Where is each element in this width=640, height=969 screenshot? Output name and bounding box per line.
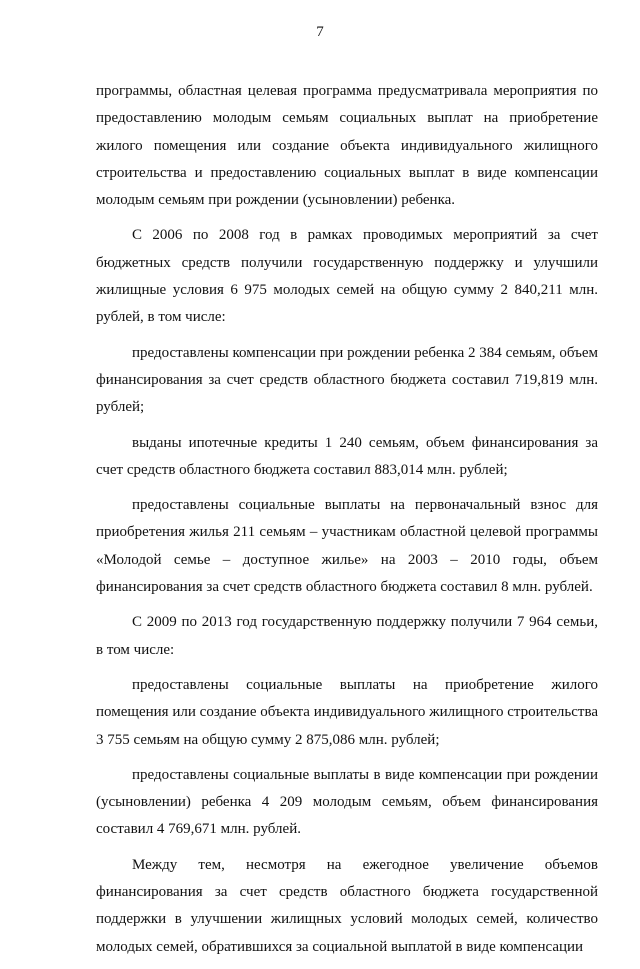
document-body xyxy=(96,78,598,969)
paragraph-2009-2013-support: С 2009 по 2013 год государственную поддержку получили 7 964 семьи, в том числе: xyxy=(96,614,598,658)
paragraph-however: Между тем, несмотря на ежегодное увеличение объемов финансирования за счет средств областного бюджета государственной поддержки в улучшении жилищных условий молодых семей, количество молодых семей, обратившихся за социальной выплатой в виде компенсации xyxy=(96,856,598,955)
paragraph-adoption-compensation: предоставлены социальные выплаты в виде компенсации при рождении (усыновлении) ребенка 4 209 молодым семьям, объем финансирования составил 4 769,671 млн. рублей. xyxy=(96,766,598,838)
page-number: 7 xyxy=(316,24,324,40)
paragraph-program-continuation: программы, областная целевая программа предусматривала мероприятия по предоставлению молодым семьям социальных выплат на приобретение жилого помещения или создание объекта индивидуального жилищного строительства и предоставлению социальных выплат в виде компенсации молодым семьям при рождении (усыновлении) ребенка. xyxy=(96,83,598,209)
paragraph-mortgage-loans: выданы ипотечные кредиты 1 240 семьям, объем финансирования за счет средств областного бюджета составил 883,014 млн. рублей; xyxy=(96,434,598,478)
paragraph-housing-payments: предоставлены социальные выплаты на приобретение жилого помещения или создание объекта индивидуального жилищного строительства 3 755 семьям на общую сумму 2 875,086 млн. рублей; xyxy=(96,676,598,748)
paragraph-birth-compensation: предоставлены компенсации при рождении ребенка 2 384 семьям, объем финансирования за счет средств областного бюджета составил 719,819 млн. рублей; xyxy=(96,344,598,416)
paragraph-down-payment: предоставлены социальные выплаты на первоначальный взнос для приобретения жилья 211 семьям – участникам областной целевой программы «Молодой семье – доступное жилье» на 2003 – 2010 годы, объем финансирования за счет средств областного бюджета составил 8 млн. рублей. xyxy=(96,497,598,596)
paragraph-2006-2008-support: С 2006 по 2008 год в рамках проводимых мероприятий за счет бюджетных средств получили государственную поддержку и улучшили жилищные условия 6 975 молодых семей на общую сумму 2 840,211 млн. рублей, в том числе: xyxy=(96,227,598,326)
